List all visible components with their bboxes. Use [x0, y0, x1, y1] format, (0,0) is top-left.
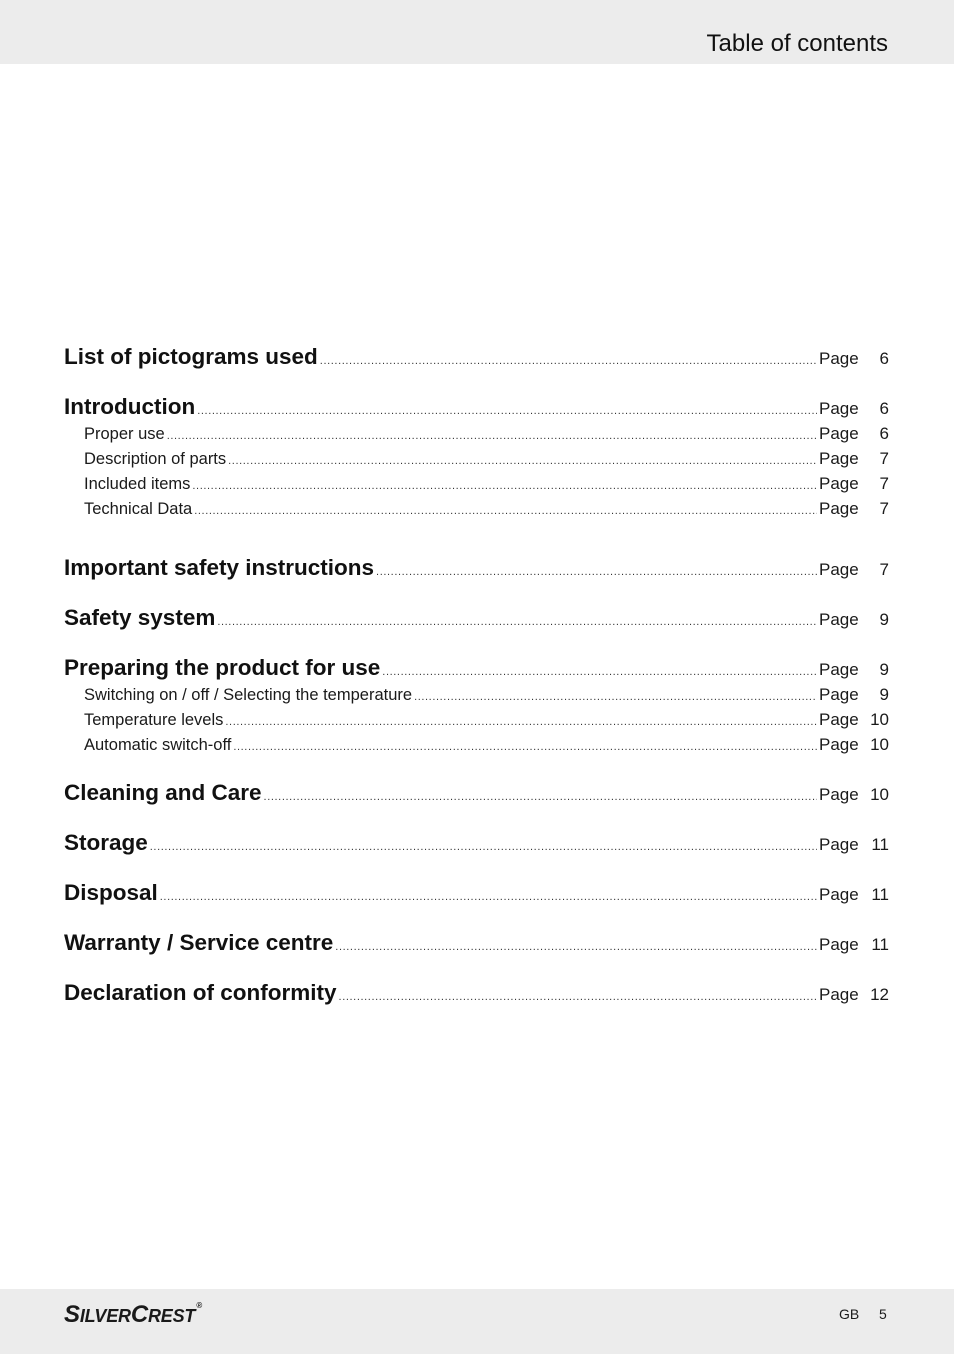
page-number: 9 — [879, 660, 889, 679]
dot-leader — [217, 616, 817, 628]
toc-entry-storage[interactable] — [64, 830, 889, 856]
toc-subentry-technical-data[interactable] — [84, 499, 889, 519]
toc-entry-warranty[interactable] — [64, 930, 889, 956]
toc-entry-page — [819, 985, 889, 1005]
page-number-footer: 5 — [879, 1306, 887, 1322]
page-word: Page — [819, 449, 859, 468]
page-word: Page — [819, 785, 859, 804]
toc-entry-pictograms[interactable] — [64, 344, 889, 370]
logo-letter: C — [130, 1301, 148, 1328]
toc-entry-label: Proper use — [84, 425, 165, 443]
dot-leader — [320, 355, 817, 367]
dot-leader — [339, 991, 817, 1003]
page-number: 6 — [879, 424, 889, 443]
page-word: Page — [819, 685, 859, 704]
toc-entry-label: Technical Data — [84, 500, 193, 518]
page-word: Page — [819, 424, 859, 443]
toc-entry-label: Storage — [64, 830, 148, 855]
toc-entry-label: Automatic switch-off — [84, 736, 232, 754]
toc-entry-label: Safety system — [64, 605, 216, 630]
toc-entry-label: Cleaning and Care — [64, 780, 262, 805]
toc-subentry-switching[interactable] — [84, 685, 889, 705]
toc-entry-label: Included items — [84, 475, 191, 493]
toc-entry-page — [819, 399, 889, 419]
toc-entry-page — [819, 660, 889, 680]
page-number: 7 — [879, 474, 889, 493]
toc-entry-label: Warranty / Service centre — [64, 930, 334, 955]
page-number: 11 — [871, 885, 889, 904]
dot-leader — [233, 741, 817, 753]
logo-text: REST — [147, 1306, 196, 1326]
toc-entry-declaration[interactable] — [64, 980, 889, 1006]
page-number: 7 — [879, 449, 889, 468]
toc-entry-safety-instructions[interactable] — [64, 555, 889, 581]
toc-entry-safety-system[interactable] — [64, 605, 889, 631]
page-word: Page — [819, 935, 859, 954]
page-number: 12 — [870, 985, 889, 1004]
language-code: GB — [839, 1306, 860, 1322]
toc-subentry-proper-use[interactable] — [84, 424, 889, 444]
toc-entry-page — [819, 499, 889, 519]
toc-entry-page — [819, 785, 889, 805]
toc-entry-label: Introduction — [64, 394, 196, 419]
page-word: Page — [819, 499, 859, 518]
toc-entry-page — [819, 935, 889, 955]
toc-entry-page — [819, 474, 889, 494]
toc-entry-page — [819, 835, 889, 855]
page-header — [0, 0, 954, 64]
dot-leader — [376, 566, 817, 578]
page-number: 7 — [879, 499, 889, 518]
page-number: 10 — [870, 710, 889, 729]
dot-leader — [194, 505, 817, 517]
toc-entry-page — [819, 424, 889, 444]
toc-entry-label: Switching on / off / Selecting the temperature — [84, 686, 413, 704]
page-word: Page — [819, 560, 859, 579]
toc-entry-cleaning[interactable] — [64, 780, 889, 806]
page-word: Page — [819, 885, 859, 904]
toc-entry-label: Description of parts — [84, 450, 227, 468]
toc-entry-page — [819, 560, 889, 580]
page-number: 9 — [879, 610, 889, 629]
dot-leader — [414, 691, 817, 703]
toc-subentry-description-of-parts[interactable] — [84, 449, 889, 469]
dot-leader — [264, 791, 817, 803]
toc-entry-label: Preparing the product for use — [64, 655, 381, 680]
page-word: Page — [819, 710, 859, 729]
toc-entry-page — [819, 885, 889, 905]
page-word: Page — [819, 660, 859, 679]
dot-leader — [225, 716, 817, 728]
toc-entry-page — [819, 349, 889, 369]
toc-entry-label: Disposal — [64, 880, 158, 905]
page-number: 9 — [879, 685, 889, 704]
page-number: 7 — [879, 560, 889, 579]
logo-letter: S — [64, 1301, 80, 1328]
toc-entry-page — [819, 735, 889, 755]
page-number: 10 — [870, 785, 889, 804]
page-number: 11 — [871, 935, 889, 954]
toc-entry-preparing[interactable] — [64, 655, 889, 681]
page-number: 6 — [879, 349, 889, 368]
page-word: Page — [819, 985, 859, 1004]
toc-entry-page — [819, 610, 889, 630]
dot-leader — [150, 841, 817, 853]
page-word: Page — [819, 835, 859, 854]
silvercrest-logo — [64, 1301, 202, 1329]
dot-leader — [382, 666, 817, 678]
page-word: Page — [819, 399, 859, 418]
toc-entry-page — [819, 710, 889, 730]
page-word: Page — [819, 474, 859, 493]
page-title: Table of contents — [706, 30, 888, 57]
toc-entry-disposal[interactable] — [64, 880, 889, 906]
page-word: Page — [819, 349, 859, 368]
toc-subentry-temperature-levels[interactable] — [84, 710, 889, 730]
dot-leader — [160, 891, 817, 903]
toc-subentry-included-items[interactable] — [84, 474, 889, 494]
dot-leader — [167, 430, 817, 442]
dot-leader — [228, 455, 817, 467]
toc-entry-label: Important safety instructions — [64, 555, 375, 580]
registered-mark: ® — [196, 1301, 202, 1310]
toc-entry-label: Temperature levels — [84, 711, 224, 729]
page-number: 11 — [871, 835, 889, 854]
toc-entry-label: Declaration of conformity — [64, 980, 337, 1005]
dot-leader — [192, 480, 817, 492]
dot-leader — [197, 405, 817, 417]
toc-entry-page — [819, 449, 889, 469]
page-word: Page — [819, 735, 859, 754]
logo-text: ILVER — [79, 1306, 131, 1326]
page-number: 10 — [870, 735, 889, 754]
page-number: 6 — [879, 399, 889, 418]
toc-entry-label: List of pictograms used — [64, 344, 318, 369]
toc-entry-introduction[interactable] — [64, 394, 889, 420]
dot-leader — [335, 941, 817, 953]
page-word: Page — [819, 610, 859, 629]
toc-entry-page — [819, 685, 889, 705]
toc-subentry-automatic-switch-off[interactable] — [84, 735, 889, 755]
